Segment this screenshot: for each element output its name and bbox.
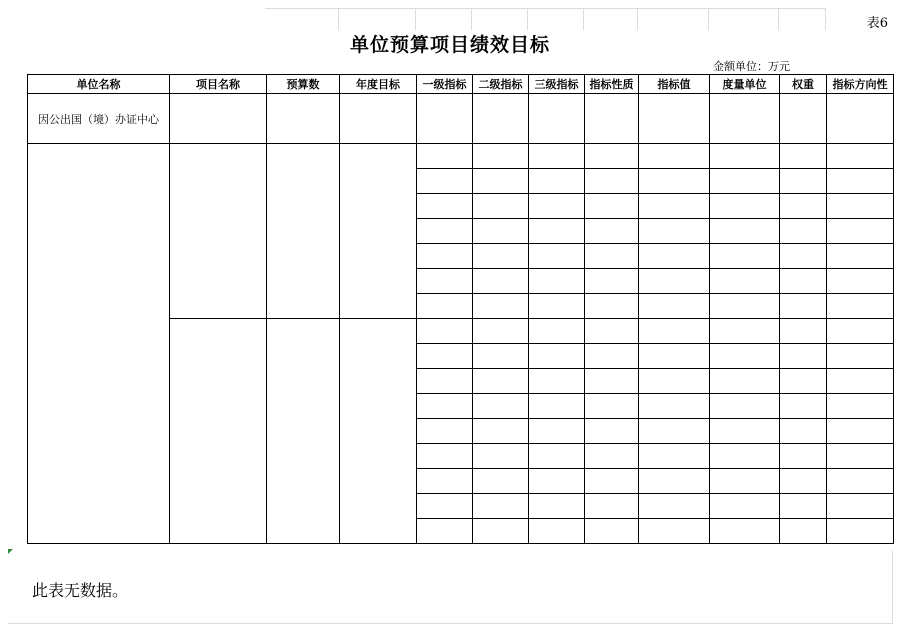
unit-name-cell bbox=[28, 144, 170, 544]
budget-cell bbox=[267, 144, 340, 319]
column-header: 权重 bbox=[780, 75, 827, 94]
table-number: 表6 bbox=[866, 16, 888, 31]
sheet-gridline bbox=[415, 8, 416, 30]
performance-table bbox=[27, 74, 894, 544]
annual-goal-cell bbox=[340, 319, 417, 544]
column-header: 指标值 bbox=[639, 75, 710, 94]
column-header: 二级指标 bbox=[473, 75, 529, 94]
page-title: 单位预算项目绩效目标 bbox=[349, 34, 550, 56]
column-header: 项目名称 bbox=[170, 75, 267, 94]
column-header: 三级指标 bbox=[529, 75, 585, 94]
sheet-gridline bbox=[338, 8, 339, 30]
column-header: 指标性质 bbox=[585, 75, 639, 94]
sheet-gridline bbox=[637, 8, 638, 30]
table-row bbox=[28, 144, 894, 169]
table-row bbox=[28, 94, 894, 144]
column-header: 年度目标 bbox=[340, 75, 417, 94]
column-header: 度量单位 bbox=[710, 75, 780, 94]
column-header: 预算数 bbox=[267, 75, 340, 94]
column-header: 单位名称 bbox=[28, 75, 170, 94]
column-header: 指标方向性 bbox=[827, 75, 894, 94]
sheet-gridline bbox=[708, 8, 709, 30]
no-data-note: 此表无数据。 bbox=[32, 581, 129, 600]
unit-name-cell: 因公出国（境）办证中心 bbox=[28, 94, 170, 144]
column-header: 一级指标 bbox=[417, 75, 473, 94]
cell-comment-marker bbox=[8, 549, 13, 554]
sheet-gridline bbox=[825, 8, 826, 30]
project-name-cell bbox=[170, 144, 267, 319]
sheet-gridline bbox=[471, 8, 472, 30]
budget-cell bbox=[267, 319, 340, 544]
sheet-gridline bbox=[265, 8, 825, 9]
annual-goal-cell bbox=[340, 144, 417, 319]
sheet-gridline bbox=[527, 8, 528, 30]
table-header-row bbox=[28, 75, 894, 94]
sheet-gridline bbox=[583, 8, 584, 30]
note-cell bbox=[8, 551, 893, 624]
amount-unit-label: 金额单位：万元 bbox=[713, 60, 790, 73]
project-name-cell bbox=[170, 319, 267, 544]
sheet-gridline bbox=[778, 8, 779, 30]
